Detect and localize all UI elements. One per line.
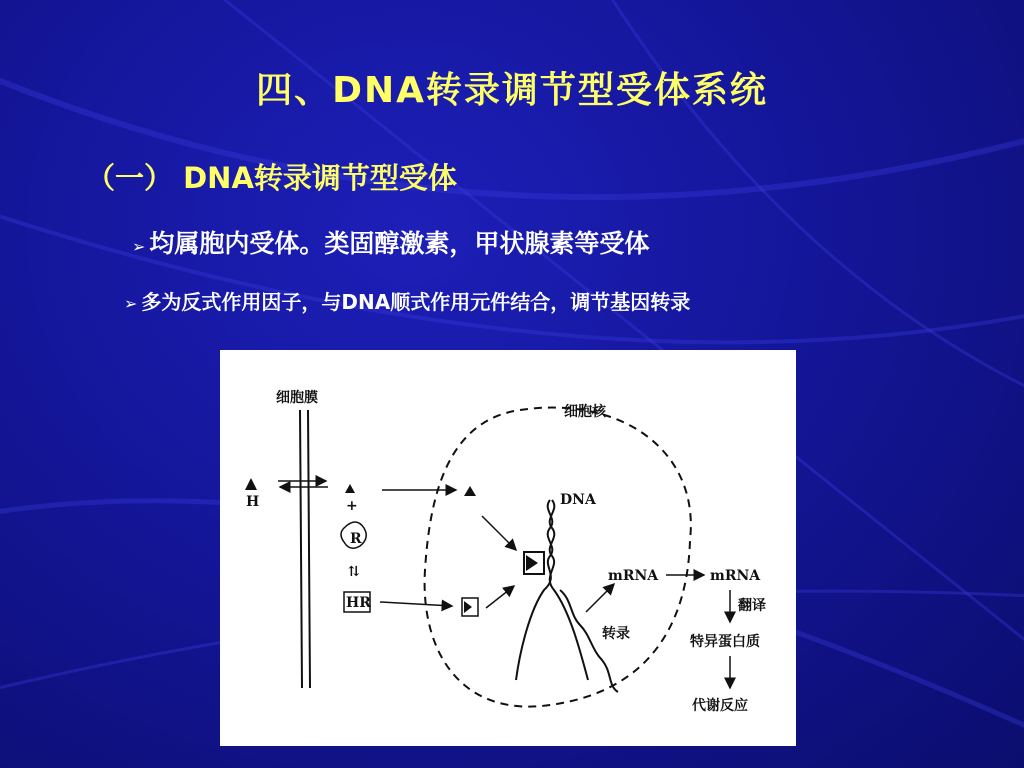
- receptor-diagram: [220, 350, 796, 746]
- bullet-text: 多为反式作用因子，与DNA顺式作用元件结合，调节基因转录: [141, 290, 691, 314]
- hormone-label: H: [246, 494, 260, 510]
- binding-arrow: [486, 586, 514, 608]
- hormone-triangle-icon: [526, 555, 538, 571]
- bullet-arrow-icon: ➢: [124, 294, 138, 313]
- slide-title: 四、DNA转录调节型受体系统: [256, 70, 768, 111]
- entry-arrow: [380, 602, 452, 606]
- protein-label: 特异蛋白质: [690, 634, 760, 650]
- response-label: 代谢反应: [692, 698, 748, 714]
- cell-membrane-line: [300, 410, 302, 688]
- bullet-arrow-icon: ➢: [132, 237, 146, 256]
- transcription-label: 转录: [602, 626, 630, 642]
- binding-arrow: [482, 516, 516, 550]
- cell-membrane-line: [308, 410, 310, 688]
- hormone-triangle-icon: [245, 478, 257, 490]
- bullet-text: 均属胞内受体。类固醇激素，甲状腺素等受体: [149, 229, 650, 258]
- translation-label: 翻译: [738, 598, 766, 614]
- slide-subtitle: （一） DNA转录调节型受体: [86, 161, 457, 195]
- bullet-item: [132, 224, 649, 260]
- mrna-nuclear-label: mRNA: [608, 568, 659, 584]
- diagram-canvas: [220, 350, 796, 746]
- hormone-triangle-icon: [345, 484, 355, 493]
- transcription-arrow: [586, 584, 614, 612]
- membrane-label: 细胞膜: [276, 390, 318, 406]
- plus-label: +: [346, 498, 358, 514]
- equilibrium-icon: ⇅: [348, 564, 360, 580]
- receptor-label: R: [350, 531, 362, 547]
- complex-label: HR: [346, 595, 371, 611]
- nucleus-outline: [425, 408, 691, 707]
- hormone-triangle-icon: [464, 486, 476, 496]
- hormone-triangle-icon: [464, 601, 472, 613]
- nucleus-label: 细胞核: [564, 404, 606, 420]
- bullet-item: [124, 286, 690, 315]
- dna-label: DNA: [560, 492, 596, 508]
- mrna-cytoplasm-label: mRNA: [710, 568, 761, 584]
